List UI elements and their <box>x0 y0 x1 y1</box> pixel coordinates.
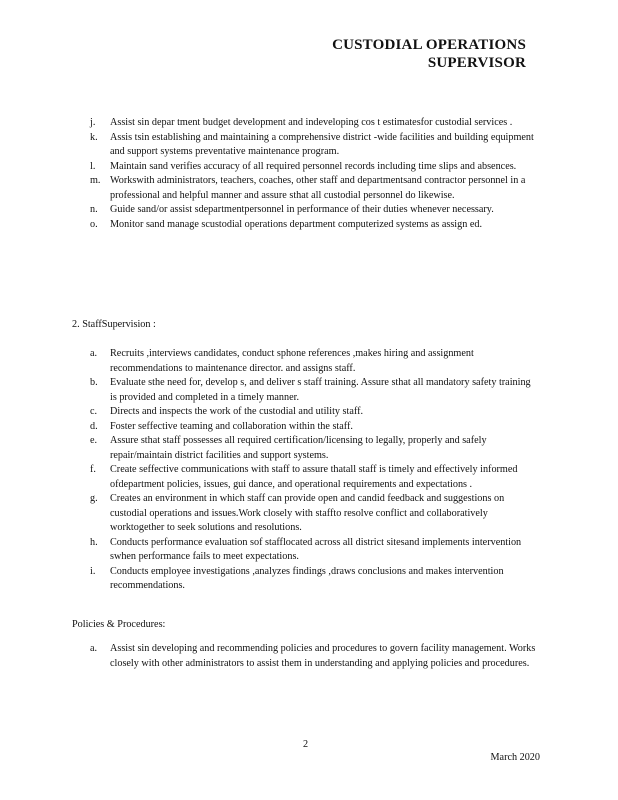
list-marker: i. <box>90 565 96 577</box>
list-item-text: Create seffective communications with staff to assure thatall staff is timely and effectively informed ofdepartment policies, issues, gui dance, and operational requirements and expectations . <box>110 464 518 490</box>
list-marker: k. <box>90 131 98 143</box>
staff-supervision-heading: 2. StaffSupervision : <box>72 319 156 330</box>
list-item <box>90 405 538 420</box>
list-marker: m. <box>90 175 101 186</box>
list-marker: a. <box>90 643 98 654</box>
list-item-text: Evaluate sthe need for, develop s, and deliver s staff training. Assure sthat all mandatory safety training is provided and completed in a timely manner. <box>110 377 531 403</box>
list-marker: h. <box>90 536 98 548</box>
list-item <box>90 565 538 594</box>
list-item <box>90 463 538 492</box>
list-item <box>90 174 538 203</box>
list-marker: j. <box>90 117 96 128</box>
list-item-text: Maintain sand verifies accuracy of all required personnel records including time slips and absences. <box>110 160 517 172</box>
list-marker: o. <box>90 218 98 230</box>
list-marker: e. <box>90 435 98 446</box>
list-item-text: Assis tsin establishing and maintaining a comprehensive district -wide facilities and building equipment and support systems preventative maintenance program. <box>110 131 534 157</box>
policies-procedures-list <box>90 642 538 671</box>
list-item-text: Assist sin developing and recommending policies and procedures to govern facility management. Works closely with other administrators to assist them in understanding and applying policies and procedures. <box>110 643 536 669</box>
page-title <box>332 36 526 72</box>
list-marker: a. <box>90 348 98 359</box>
list-item <box>90 203 538 218</box>
list-item-text: Conducts employee investigations ,analyzes findings ,draws conclusions and makes intervention recommendations. <box>110 565 504 591</box>
list-item-text: Assure sthat staff possesses all required certification/licensing to legally, properly and safely repair/maintain district facilities and support systems. <box>110 435 487 461</box>
list-marker: n. <box>90 204 98 215</box>
list-item <box>90 218 538 233</box>
list-item-text: Monitor sand manage scustodial operations department computerized systems as assign ed. <box>110 218 483 230</box>
staff-supervision-list <box>90 347 538 594</box>
list-item-text: Recruits ,interviews candidates, conduct sphone references ,makes hiring and assignment recommendations to maintenance director. and assigns staff. <box>110 348 474 374</box>
list-marker: b. <box>90 377 98 388</box>
duties-list-continued <box>90 116 538 232</box>
list-item <box>90 434 538 463</box>
list-item <box>90 536 538 565</box>
footer-date: March 2020 <box>490 752 540 763</box>
list-marker: f. <box>90 464 96 475</box>
list-item-text: Workswith administrators, teachers, coaches, other staff and departmentsand contractor personnel in a professional and helpful manner and assure sthat all custodial personnel do likewise. <box>110 175 526 201</box>
page-number: 2 <box>303 739 309 750</box>
list-item-text: Creates an environment in which staff can provide open and candid feedback and suggestions on custodial operations and issues.Work closely with staffto resolve conflict and collaboratively worktogether to seek solutions and resolutions. <box>110 493 505 533</box>
list-item-text: Foster seffective teaming and collaboration within the staff. <box>110 420 353 432</box>
list-item <box>90 116 538 131</box>
list-item <box>90 642 538 671</box>
list-item-text: Guide sand/or assist sdepartmentpersonnel in performance of their duties whenever necessary. <box>110 204 494 215</box>
list-marker: d. <box>90 420 98 432</box>
list-item <box>90 376 538 405</box>
title-line-1: CUSTODIAL OPERATIONS <box>332 37 526 53</box>
list-item-text: Assist sin depar tment budget development and indeveloping cos t estimatesfor custodial services . <box>110 117 513 128</box>
policies-procedures-heading: Policies & Procedures: <box>72 619 166 630</box>
list-item <box>90 347 538 376</box>
list-item <box>90 131 538 160</box>
list-item-text: Conducts performance evaluation sof stafflocated across all district sitesand implements intervention swhen performance fails to meet expectations. <box>110 536 522 562</box>
list-item-text: Directs and inspects the work of the custodial and utility staff. <box>110 406 364 417</box>
list-item <box>90 492 538 536</box>
title-line-2: SUPERVISOR <box>427 55 526 71</box>
list-marker: l. <box>90 160 96 172</box>
list-item <box>90 420 538 435</box>
list-marker: c. <box>90 406 98 417</box>
list-item <box>90 160 538 175</box>
list-marker: g. <box>90 493 98 504</box>
